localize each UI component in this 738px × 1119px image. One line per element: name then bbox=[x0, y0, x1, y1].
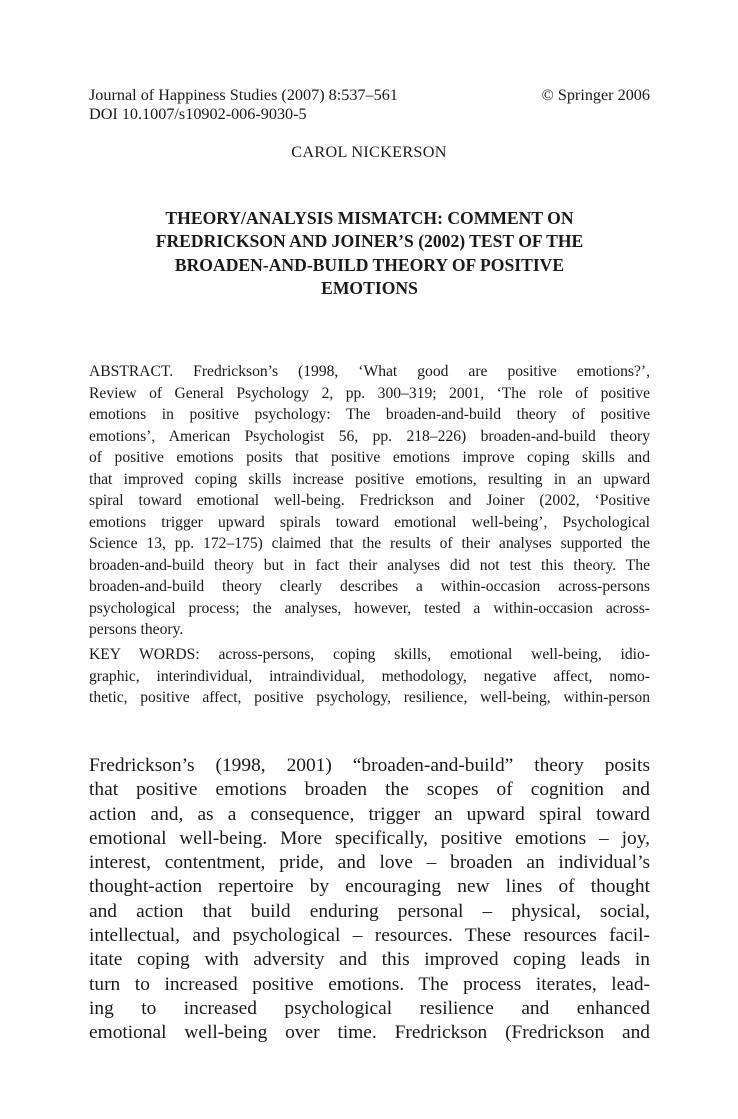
body-line: turn to increased positive emotions. The process iterates, lead- bbox=[89, 973, 650, 995]
keywords-line: thetic, positive affect, positive psychology, resilience, well-being, within-person bbox=[89, 689, 650, 706]
body-line: Fredrickson’s (1998, 2001) “broaden-and-build” theory posits bbox=[89, 755, 650, 776]
body-line: thought-action repertoire by encouraging new lines of thought bbox=[89, 876, 650, 898]
title-line: THEORY/ANALYSIS MISMATCH: COMMENT ON bbox=[165, 208, 574, 228]
title-line: FREDRICKSON AND JOINER’S (2002) TEST OF THE bbox=[155, 231, 584, 252]
abstract-line: Science 13, pp. 172–175) claimed that the results of their analyses supported the bbox=[89, 535, 650, 552]
doi: DOI 10.1007/s10902-006-9030-5 bbox=[89, 105, 307, 123]
title-line: BROADEN-AND-BUILD THEORY OF POSITIVE bbox=[174, 254, 565, 275]
abstract-line: Review of General Psychology 2, pp. 300–319; 2001, ‘The role of positive bbox=[89, 384, 650, 402]
body-line: ing to increased psychological resilience and enhanced bbox=[89, 997, 650, 1019]
abstract-line: persons theory. bbox=[89, 621, 184, 638]
body-line: emotional well-being. More specifically, positive emotions – joy, bbox=[89, 827, 650, 849]
copyright-notice: © Springer 2006 bbox=[541, 86, 650, 104]
body-line: and action that build enduring personal – physical, social, bbox=[89, 900, 650, 922]
keywords-line: KEY WORDS: across-persons, coping skills, emotional well-being, idio- bbox=[89, 646, 650, 663]
abstract-line: emotions trigger upward spirals toward emotional well-being’, Psychological bbox=[89, 513, 650, 531]
abstract-line: of positive emotions posits that positive emotions improve coping skills and bbox=[89, 449, 650, 466]
article-title bbox=[89, 207, 650, 301]
title-line: EMOTIONS bbox=[321, 278, 418, 299]
keywords bbox=[89, 644, 650, 709]
body-line: itate coping with adversity and this improved coping leads in bbox=[89, 949, 650, 971]
abstract-line: ABSTRACT. Fredrickson’s (1998, ‘What good are positive emotions?’, bbox=[89, 363, 650, 380]
abstract-line: broaden-and-build theory but in fact their analyses did not test this theory. The bbox=[89, 556, 650, 574]
abstract-line: psychological process; the analyses, however, tested a within-occasion across- bbox=[89, 599, 650, 617]
body-paragraph bbox=[89, 754, 650, 1046]
body-line: action and, as a consequence, trigger an upward spiral toward bbox=[89, 803, 650, 825]
body-line: interest, contentment, pride, and love – broaden an individual’s bbox=[89, 852, 650, 874]
abstract-line: emotions’, American Psychologist 56, pp. 218–226) broaden-and-build theory bbox=[89, 427, 650, 445]
body-line: emotional well-being over time. Fredrickson (Fredrickson and bbox=[89, 1022, 650, 1044]
author-name: CAROL NICKERSON bbox=[291, 143, 447, 161]
body-line: intellectual, and psychological – resources. These resources facil- bbox=[89, 925, 650, 947]
keywords-line: graphic, interindividual, intraindividual, methodology, negative affect, nomo- bbox=[89, 667, 650, 685]
abstract-line: emotions in positive psychology: The broaden-and-build theory of positive bbox=[89, 406, 650, 423]
body-line: that positive emotions broaden the scopes of cognition and bbox=[89, 779, 650, 801]
abstract-line: broaden-and-build theory clearly describes a within-occasion across-persons bbox=[89, 578, 650, 595]
abstract-line: that improved coping skills increase positive emotions, resulting in an upward bbox=[89, 470, 650, 488]
abstract bbox=[89, 361, 650, 641]
abstract-line: spiral toward emotional well-being. Fredrickson and Joiner (2002, ‘Positive bbox=[89, 492, 650, 509]
journal-citation: Journal of Happiness Studies (2007) 8:537–561 bbox=[89, 86, 398, 104]
